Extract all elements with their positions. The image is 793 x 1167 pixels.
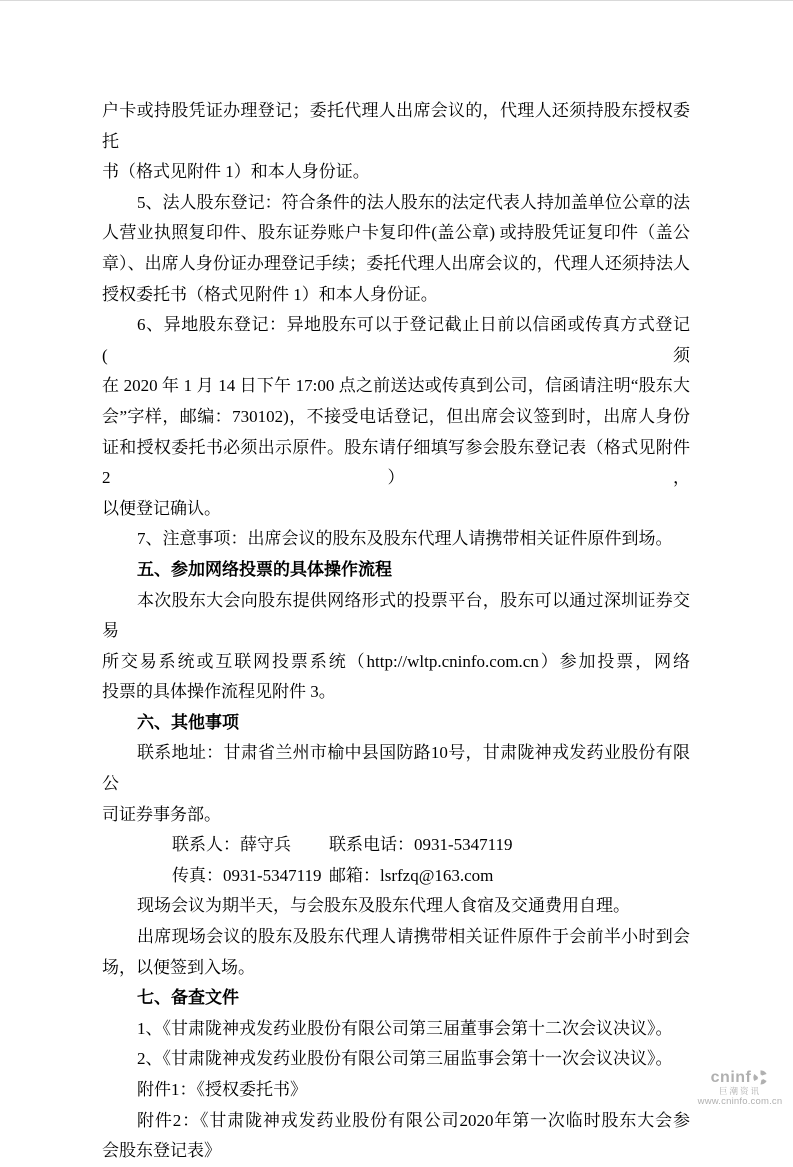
contact-line xyxy=(102,861,690,892)
paragraph xyxy=(102,1075,690,1106)
doc-line: 投票的具体操作流程见附件 3。 xyxy=(102,682,336,702)
doc-line: 人营业执照复印件、股东证券账户卡复印件(盖公章) 或持股凭证复印件（盖公 xyxy=(102,223,690,243)
doc-line: 证和授权委托书必须出示原件。股东请仔细填写参会股东登记表（格式见附件 2）， xyxy=(102,437,695,488)
cninfo-logo-chinese: 巨潮资讯 xyxy=(718,1085,761,1096)
doc-line: 会”字样，邮编：730102)，不接受电话登记，但出席会议签到时，出席人身份 xyxy=(102,406,690,426)
paragraph xyxy=(102,1044,690,1075)
cninfo-logo xyxy=(692,1069,788,1107)
doc-line: 2、《甘肃陇神戎发药业股份有限公司第三届监事会第十一次会议决议》。 xyxy=(137,1049,673,1069)
section xyxy=(102,708,690,739)
doc-line: 7、注意事项：出席会议的股东及股东代理人请携带相关证件原件到场。 xyxy=(137,529,673,549)
contact-field: 传真：0931-5347119 xyxy=(172,865,322,885)
doc-line: 附件2：《甘肃陇神戎发药业股份有限公司2020年第一次临时股东大会参 xyxy=(137,1110,690,1130)
paragraph xyxy=(102,861,690,892)
cninfo-logo-text: cninf xyxy=(710,1069,752,1086)
section-heading: 六、其他事项 xyxy=(137,712,239,732)
doc-line: 会股东登记表》 xyxy=(102,1141,221,1161)
contact-field: 联系人：薛守兵 xyxy=(172,835,291,855)
cninfo-logo-row xyxy=(692,1069,788,1087)
doc-line: 章）、出席人身份证办理登记手续；委托代理人出席会议的，代理人还须持法人 xyxy=(102,253,690,273)
doc-line: 联系地址：甘肃省兰州市榆中县国防路10号，甘肃陇神戎发药业股份有限公 xyxy=(102,743,690,794)
section xyxy=(102,983,690,1014)
paragraph xyxy=(102,1014,690,1045)
doc-line: 授权委托书（格式见附件 1）和本人身份证。 xyxy=(102,284,438,304)
page-top-border xyxy=(0,0,793,1)
doc-line: 本次股东大会向股东提供网络形式的投票平台，股东可以通过深圳证券交易 xyxy=(102,590,690,641)
doc-line: 场，以便签到入场。 xyxy=(102,957,255,977)
paragraph xyxy=(102,96,690,188)
doc-line: 5、法人股东登记：符合条件的法人股东的法定代表人持加盖单位公章的法 xyxy=(137,192,690,212)
paragraph xyxy=(102,524,690,555)
paragraph xyxy=(102,922,690,983)
doc-line: 在 2020 年 1 月 14 日下午 17:00 点之前送达或传真到公司，信函请注明“股东大 xyxy=(102,376,690,396)
paragraph xyxy=(102,310,695,524)
doc-line: 出席现场会议的股东及股东代理人请携带相关证件原件于会前半小时到会 xyxy=(137,927,690,947)
doc-line: 户卡或持股凭证办理登记；委托代理人出席会议的，代理人还须持股东授权委托 xyxy=(102,101,690,151)
doc-line: 以便登记确认。 xyxy=(102,498,221,518)
cninfo-swirl-icon xyxy=(752,1069,769,1086)
contact-field: 邮箱：lsrfzq@163.com xyxy=(329,865,494,885)
cninfo-logo-url: www.cninfo.com.cn xyxy=(697,1095,783,1107)
contact-field: 联系电话：0931-5347119 xyxy=(329,835,513,855)
doc-line: 1、《甘肃陇神戎发药业股份有限公司第三届董事会第十二次会议决议》。 xyxy=(137,1018,673,1038)
doc-line: 现场会议为期半天，与会股东及股东代理人食宿及交通费用自理。 xyxy=(137,896,630,916)
paragraph xyxy=(102,586,690,708)
paragraph xyxy=(102,891,690,922)
document-body xyxy=(102,96,695,1167)
paragraph xyxy=(102,830,690,861)
section-heading: 五、参加网络投票的具体操作流程 xyxy=(137,559,392,579)
doc-line: 书（格式见附件 1）和本人身份证。 xyxy=(102,162,370,182)
paragraph xyxy=(102,1106,690,1167)
paragraph xyxy=(102,188,690,310)
doc-line: 附件1：《授权委托书》 xyxy=(137,1080,307,1099)
section xyxy=(102,555,690,586)
doc-line: 司证券事务部。 xyxy=(102,804,221,824)
contact-line xyxy=(102,830,690,861)
paragraph xyxy=(102,738,690,830)
doc-line: 6、异地股东登记：异地股东可以于登记截止日前以信函或传真方式登记(须 xyxy=(102,315,690,365)
doc-line: 所交易系统或互联网投票系统（http://wltp.cninfo.com.cn）参加投票，网络 xyxy=(102,651,690,671)
section-heading: 七、备查文件 xyxy=(137,988,239,1008)
